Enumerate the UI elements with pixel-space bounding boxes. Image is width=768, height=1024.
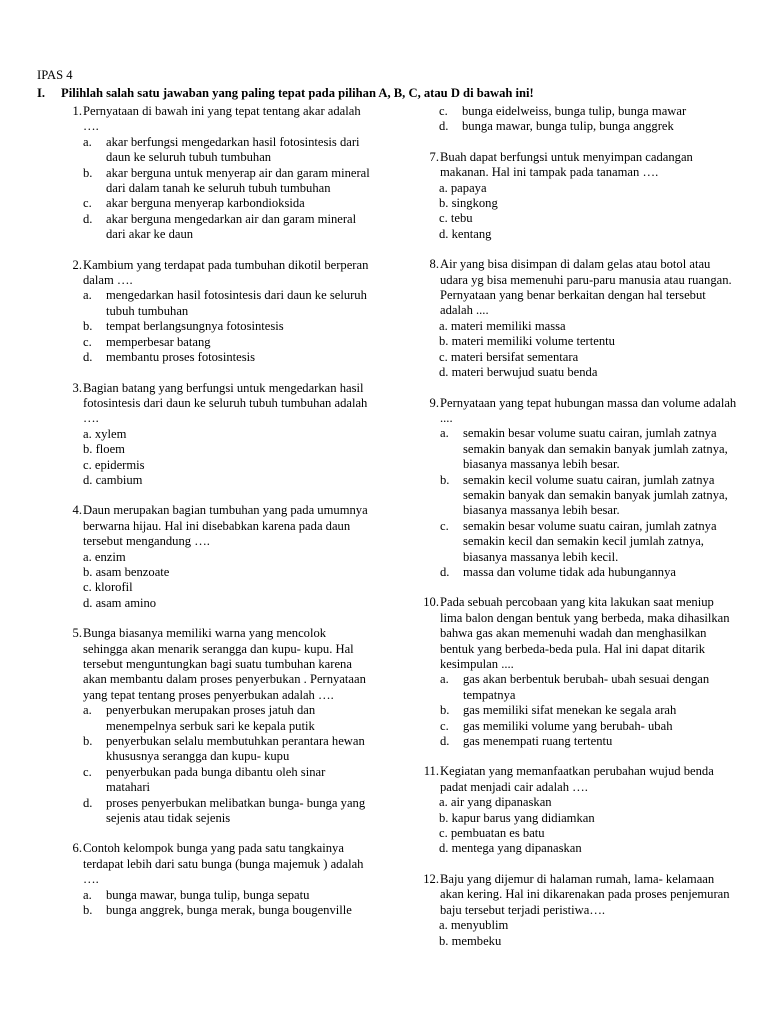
question-5 [37, 626, 372, 826]
option-text: gas memiliki sifat menekan ke segala arah [463, 703, 677, 718]
option-letter: c. [439, 104, 448, 118]
question-4-stem [37, 503, 372, 549]
right-column [413, 104, 738, 964]
question-9-stem [413, 396, 738, 427]
option-letter: b. [83, 734, 93, 749]
option-text: akar berguna menyerap karbondioksida [106, 196, 305, 211]
question-text: Baju yang dijemur di halaman rumah, lama- kelamaan akan kering. Hal ini dikarenakan pada proses penjemuran baju tersebut terjadi peristiwa…. [440, 871, 730, 917]
option-text: gas menempati ruang tertentu [463, 734, 613, 749]
option-letter: c. [83, 196, 92, 211]
question-number: 6. [72, 841, 82, 856]
option-letter: a. [440, 426, 449, 441]
question-9 [413, 396, 738, 581]
left-column [37, 104, 372, 934]
option [440, 519, 738, 565]
option-text: membantu proses fotosintesis [106, 350, 256, 365]
question-text: Buah dapat berfungsi untuk menyimpan cadangan makanan. Hal ini tampak pada tanaman …. [440, 149, 693, 180]
option: b. singkong [439, 196, 498, 211]
question-number: 1. [72, 104, 82, 118]
question-7-stem [413, 150, 738, 181]
option [83, 350, 372, 365]
option-letter: a. [83, 703, 92, 718]
question-10 [413, 595, 738, 749]
question-number: 10. [423, 595, 439, 610]
question-8-stem [413, 257, 738, 319]
option [83, 166, 372, 197]
option-text: akar berguna untuk menyerap air dan garam mineral dari dalam tanah ke seluruh tubuh tumbuhan [106, 165, 370, 196]
option-text: semakin kecil volume suatu cairan, jumlah zatnya semakin banyak dan semakin banyak jumlah zatnya, biasanya massanya lebih besar. [463, 472, 728, 518]
option: a. menyublim [439, 918, 509, 933]
option [83, 335, 372, 350]
option [83, 703, 372, 734]
option-text: proses penyerbukan melibatkan bunga- bunga yang sejenis atau tidak sejenis [106, 795, 366, 826]
question-text: Pada sebuah percobaan yang kita lakukan saat meniup lima balon dengan bentuk yang berbeda, maka dihasilkan bahwa gas akan memenuhi wadah dan menghasilkan bentuk yang berbeda-beda pula. Hal ini dapat ditarik kesimpulan .... [440, 595, 730, 671]
question-3 [37, 381, 372, 489]
option: a. papaya [439, 180, 487, 195]
option [440, 473, 738, 519]
question-text: Bagian batang yang berfungsi untuk mengedarkan hasil fotosintesis dari daun ke seluruh tubuh tumbuhan adalah …. [83, 380, 368, 426]
option-text: massa dan volume tidak ada hubungannya [463, 564, 676, 579]
option-letter: d. [439, 119, 449, 134]
question-text: Pernyataan yang tepat hubungan massa dan volume adalah .... [440, 395, 737, 425]
question-12 [413, 872, 738, 949]
option-letter: d. [83, 350, 93, 365]
question-1-stem [37, 104, 372, 135]
question-3-stem [37, 381, 372, 427]
option-letter: d. [83, 795, 93, 810]
question-4 [37, 503, 372, 611]
option [83, 888, 372, 903]
option-text: memperbesar batang [106, 334, 211, 349]
instruction-text: Pilihlah salah satu jawaban yang paling tepat pada pilihan A, B, C, atau D di bawah ini! [61, 86, 534, 100]
question-11-stem [413, 764, 738, 795]
option-text: penyerbukan pada bunga dibantu oleh sinar matahari [106, 764, 326, 795]
question-2-stem [37, 258, 372, 289]
option: b. floem [83, 442, 125, 457]
option: c. materi bersifat sementara [439, 349, 579, 364]
question-number: 11. [423, 764, 439, 779]
option: d. kentang [439, 226, 492, 241]
option-letter: b. [83, 165, 93, 180]
options-list [440, 672, 738, 749]
option-letter: b. [440, 703, 450, 718]
option-text: akar berguna mengedarkan air dan garam mineral dari akar ke daun [106, 211, 357, 242]
question-text: Kambium yang terdapat pada tumbuhan dikotil berperan dalam …. [83, 257, 369, 288]
option [83, 734, 372, 765]
option-text: mengedarkan hasil fotosintesis dari daun ke seluruh tubuh tumbuhan [106, 288, 367, 318]
option [83, 196, 372, 211]
option-letter: b. [440, 472, 450, 487]
option: d. mentega yang dipanaskan [439, 841, 582, 856]
option-letter: b. [83, 903, 93, 918]
option-letter: d. [440, 734, 450, 749]
option [83, 319, 372, 334]
question-text: Contoh kelompok bunga yang pada satu tangkainya terdapat lebih dari satu bunga (bunga majemuk ) adalah …. [83, 841, 364, 887]
question-2 [37, 258, 372, 366]
option-text: tempat berlangsungnya fotosintesis [106, 319, 284, 334]
option: a. xylem [83, 426, 127, 441]
option-letter: a. [83, 288, 92, 303]
option-letter: d. [83, 211, 93, 226]
option [440, 719, 738, 734]
option-text: akar berfungsi mengedarkan hasil fotosintesis dari daun ke seluruh tubuh tumbuhan [106, 134, 360, 165]
option [439, 104, 738, 119]
question-number: 5. [72, 626, 82, 641]
option: b. membeku [439, 933, 502, 948]
question-6 [37, 841, 372, 918]
option-letter: a. [440, 672, 449, 687]
question-7 [413, 150, 738, 242]
option: a. materi memiliki massa [439, 318, 566, 333]
option [83, 903, 372, 918]
option-letter: c. [440, 518, 449, 533]
question-5-stem [37, 626, 372, 703]
options-list [440, 426, 738, 580]
question-number: 2. [72, 257, 82, 272]
option [83, 135, 372, 166]
question-6-continuation [439, 104, 738, 135]
question-6-stem [37, 841, 372, 887]
question-11 [413, 764, 738, 856]
option-letter: a. [83, 134, 92, 149]
doc-title: IPAS 4 [37, 68, 73, 82]
section-number: I. [37, 86, 46, 100]
option: c. tebu [439, 211, 473, 226]
option [83, 288, 372, 319]
option-letter: c. [83, 764, 92, 779]
option: b. asam benzoate [83, 564, 170, 579]
option-letter: c. [440, 718, 449, 733]
option-text: bunga eidelweiss, bunga tulip, bunga mawar [462, 104, 687, 118]
option [83, 765, 372, 796]
option-text: semakin besar volume suatu cairan, jumlah zatnya semakin kecil dan semakin kecil jumlah zatnya, biasanya massanya lebih kecil. [463, 518, 717, 564]
option-text: semakin besar volume suatu cairan, jumlah zatnya semakin banyak dan semakin banyak jumlah zatnya, biasanya massanya lebih besar. [463, 426, 728, 472]
question-text: Pernyataan di bawah ini yang tepat tentang akar adalah …. [83, 104, 361, 134]
question-text: Bunga biasanya memiliki warna yang mencolok sehingga akan menarik serangga dan kupu- kupu. Hal tersebut menguntungkan bagi suatu tumbuhan karena akan membantu dalam proses penyerbukan . Pernyataan yang tepat tentang proses penyerbukan adalah …. [83, 626, 366, 702]
question-number: 3. [72, 380, 82, 395]
option [439, 119, 738, 134]
option [83, 796, 372, 827]
option [440, 734, 738, 749]
question-text: Air yang bisa disimpan di dalam gelas atau botol atau udara yg bisa memenuhi paru-paru manusia atau ruangan. Pernyataan yang benar berkaitan dengan hal tersebut adalah .... [440, 257, 732, 318]
options-list [83, 888, 372, 919]
option-text: penyerbukan selalu membutuhkan perantara hewan khususnya serangga dan kupu- kupu [106, 734, 365, 764]
question-12-stem [413, 872, 738, 918]
question-number: 4. [72, 503, 82, 518]
option-text: bunga mawar, bunga tulip, bunga sepatu [106, 887, 310, 902]
question-number: 7. [429, 149, 439, 164]
option: d. asam amino [83, 595, 157, 610]
option-text: bunga anggrek, bunga merak, bunga bougenville [106, 903, 352, 918]
option-letter: c. [83, 334, 92, 349]
question-10-stem [413, 595, 738, 672]
option: a. air yang dipanaskan [439, 795, 552, 810]
option-text: penyerbukan merupakan proses jatuh dan menempelnya serbuk sari ke kepala putik [106, 703, 316, 733]
question-number: 9. [429, 395, 439, 410]
option [440, 672, 738, 703]
option-letter: a. [83, 887, 92, 902]
question-text: Daun merupakan bagian tumbuhan yang pada umumnya berwarna hijau. Hal ini disebabkan karena pada daun tersebut mengandung …. [83, 503, 368, 549]
option: b. materi memiliki volume tertentu [439, 334, 615, 349]
question-number: 12. [423, 871, 439, 886]
option-text: bunga mawar, bunga tulip, bunga anggrek [462, 119, 674, 134]
option-text: gas akan berbentuk berubah- ubah sesuai dengan tempatnya [463, 672, 710, 702]
option-letter: b. [83, 319, 93, 334]
question-text: Kegiatan yang memanfaatkan perubahan wujud benda padat menjadi cair adalah …. [440, 764, 714, 794]
option [440, 703, 738, 718]
option: d. cambium [83, 472, 143, 487]
question-number: 8. [429, 257, 439, 272]
option [440, 426, 738, 472]
options-list [83, 703, 372, 826]
options-list [83, 288, 372, 365]
option: c. pembuatan es batu [439, 826, 545, 841]
question-1 [37, 104, 372, 243]
option-letter: d. [440, 564, 450, 579]
option: a. enzim [83, 549, 126, 564]
instruction [37, 86, 534, 101]
options-list [83, 135, 372, 243]
option-text: gas memiliki volume yang berubah- ubah [463, 718, 673, 733]
question-8 [413, 257, 738, 380]
option [440, 565, 738, 580]
option [83, 212, 372, 243]
option: c. epidermis [83, 457, 145, 472]
option: b. kapur barus yang didiamkan [439, 810, 595, 825]
option: d. materi berwujud suatu benda [439, 365, 598, 380]
option: c. klorofil [83, 580, 133, 595]
